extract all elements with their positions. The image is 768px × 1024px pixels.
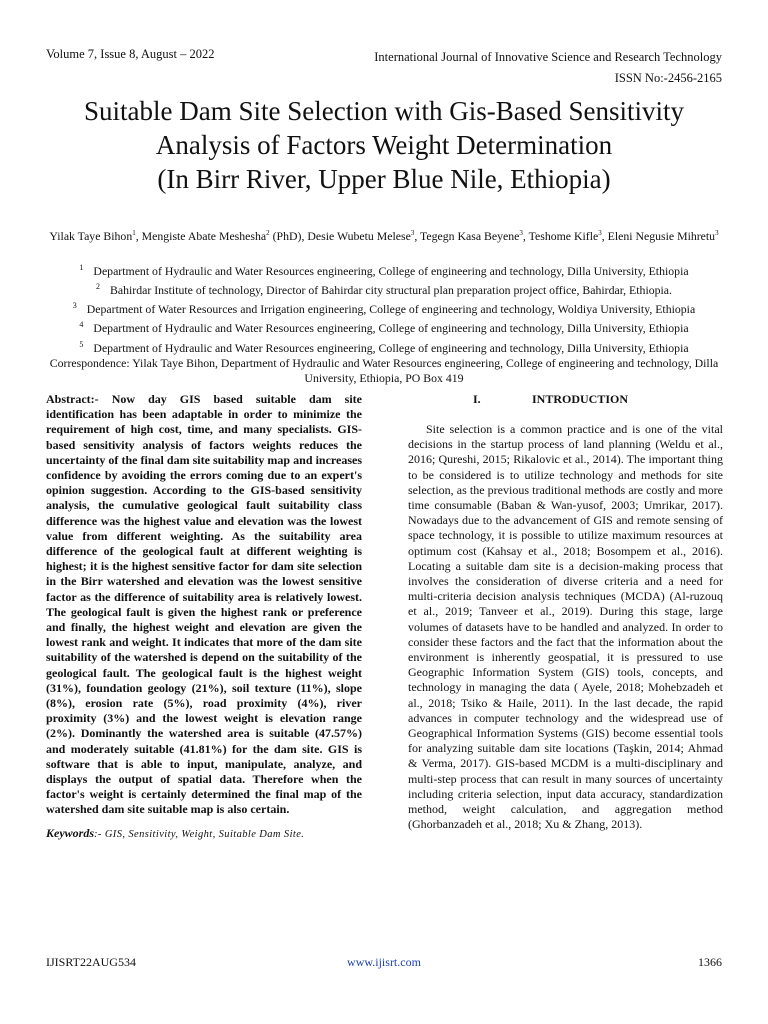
section-heading-introduction [408,392,723,412]
right-column [408,392,723,832]
affiliation-5: $^5$ Department of Hydraulic and Water Resources engineering, College of engineering and technology, Dilla University, Ethiopia [79,339,689,355]
footer-url-link[interactable]: www.ijisrt.com [347,955,421,969]
section-number: I. [473,392,481,406]
abstract: Abstract:- Now day GIS based suitable dam site identification has been adaptable in order to minimize the requirement of high cost, time, and many specialists. GIS-based sensitivity analysis of factors weights reduces the uncertainty of the final dam site suitability map and increases confidence by avoiding the errors coming due to an expert's opinion suggestion. According to the GIS-based sensitivity analysis, the cumulative geological fault suitability class difference was the highest value and elevation was the lowest value from different weighting. As the suitability area difference of the geological fault at different weighting is highest; it is the highest sensitive factor for dam site selection in the Birr watershed and elevation was the lowest sensitive factor as the difference of suitability area is relatively lowest. The geological fault is given the highest rank or preference and finally, the highest weight and elevation are given the lowest rank and weight. It indicates that more of the dam site suitability of the watershed is depend on the suitability of the geological fault. The geological fault is the highest weight (31%), foundation geology (21%), soil texture (11%), slope (8%), erosion rate (5%), road proximity (4%), river proximity (3%) and the lowest weight is elevation range (2%). Dominantly the watershed area is suitable (47.57%) and moderately suitable (41.81%) for the dam site. GIS is software that is able to input, manipulate, analyze, and displays the output of spatial data. Therefore when the factor's weight is certainly determined the final map of the watershed dam site suitable map is also certain. [46,392,362,817]
header-journal [374,47,722,89]
affiliation-4: $^4$ Department of Hydraulic and Water Resources engineering, College of engineering and technology, Dilla University, Ethiopia [79,320,689,336]
author-list [40,229,728,244]
left-column [46,392,362,842]
correspondence: Correspondence: Yilak Taye Bihon, Department of Hydraulic and Water Resources engineering, College of engineering and technology, Dilla University, Ethiopia, PO Box 419 [49,355,719,385]
header-journal-name: International Journal of Innovative Science and Research Technology [374,50,722,64]
author: Desie Wubetu Melese$^3$, [307,229,421,243]
author: Mengiste Abate Meshesha$^2$ (PhD), [141,229,308,243]
author: Eleni Negusie Mihretu$^3$ [607,229,719,243]
keywords-label: Keywords [46,825,94,840]
affiliation-1: $^1$ Department of Hydraulic and Water Resources engineering, College of engineering and technology, Dilla University, Ethiopia [79,263,689,278]
affiliation-3: $^3$ Department of Water Resources and Irrigation engineering, College of engineering and technology, Woldiya University, Ethiopia [72,301,696,317]
section-title: INTRODUCTION [532,392,629,406]
introduction-paragraph: Site selection is a common practice and is one of the vital decisions in the startup process of land planning (Weldu et al., 2016; Qureshi, 2015; Rikalovic et al., 2014). The important thing to be considered is to utilize technology and methods for site selection, as the previous traditional methods are costly and more time consumable (Baban & Wan-yusof, 2003; Umrikar, 2017). Nowadays due to the advancement of GIS and remote sensing of space technology, it is possible to utilize maximum resources at optimum cost (Kahsay et al., 2018; Bosompem et al., 2016). Locating a suitable dam site is a decision-making process that involves the consideration of diverse criteria and a need for multi-criteria decision analysis techniques (MCDA) (Al-ruzouq et al., 2019; Tanveer et al., 2019). During this stage, large volumes of datasets have to be handled and analyzed. In order to consider these factors and the fact that the information about the environment is inherently geospatial, it is pressured to use Geographic Information System (GIS) tools, concepts, and technology in managing the data ( Ayele, 2018; Mohebzadeh et al., 2018; Tsiko & Haile, 2011). In the last decade, the rapid advances in computer technology and the widespread use of Geographical Information Systems (GIS) become essential tools for analyzing suitable dam site locations (Taşkin, 2014; Ahmad & Verma, 2017). GIS-based MCDM is a multi-disciplinary and multi-step process that can result in many sources of uncertainty including criteria selection, input data accuracy, standardization method, weight calculation, and aggregation method (Ghorbanzadeh et al., 2018; Xu & Zhang, 2013). [408,422,723,832]
title-line-2: Analysis of Factors Weight Determination [155,130,613,160]
author: Tegegn Kasa Beyene$^3$, [420,229,529,243]
header-issn: ISSN No:-2456-2165 [614,71,722,85]
affiliations [40,260,728,386]
title-line-3: (In Birr River, Upper Blue Nile, Ethiopia) [157,164,611,194]
affiliation-2: $^2$ Bahirdar Institute of technology, Director of Bahirdar city structural plan preparation project office, Bahirdar, Ethiopia. [96,282,672,298]
author: Yilak Taye Bihon$^1$, [49,229,142,243]
footer-article-id: IJISRT22AUG534 [46,955,136,969]
keywords-value: :- GIS, Sensitivity, Weight, Suitable Dam Site. [94,828,305,840]
header-volume: Volume 7, Issue 8, August – 2022 [46,47,215,61]
title-line-1: Suitable Dam Site Selection with Gis-Based Sensitivity [84,96,684,126]
author: Teshome Kifle$^3$, [528,229,608,243]
keywords [46,826,362,842]
footer-page-number: 1366 [698,955,722,969]
paper-title [30,94,738,196]
